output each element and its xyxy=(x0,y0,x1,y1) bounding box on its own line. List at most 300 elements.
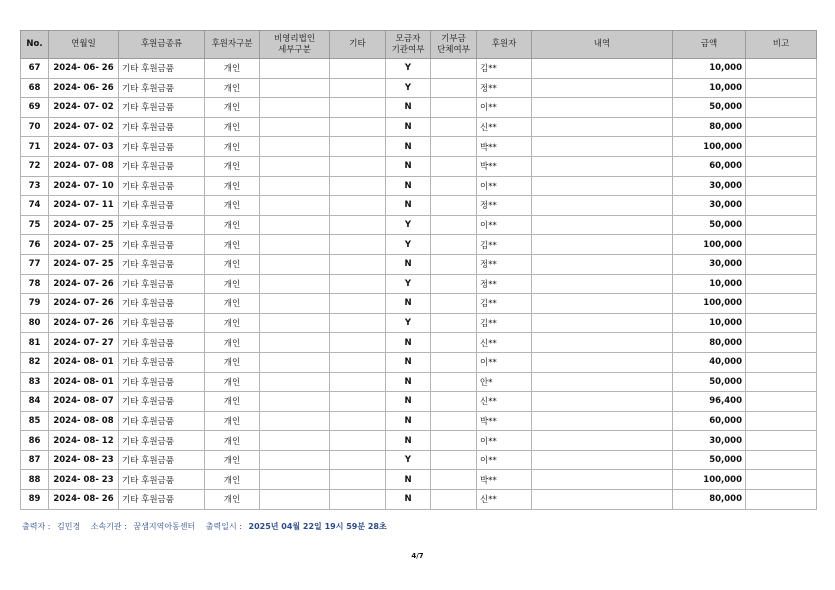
row-donor: 신** xyxy=(477,333,532,353)
row-remarks xyxy=(746,196,817,216)
row-donor-category: 개인 xyxy=(205,372,260,392)
row-donor-category: 개인 xyxy=(205,98,260,118)
row-nonprofit-subcategory xyxy=(260,274,330,294)
row-donation-group xyxy=(431,411,477,431)
row-details xyxy=(532,78,673,98)
row-details xyxy=(532,450,673,470)
row-donor: 김** xyxy=(477,235,532,255)
row-date: 2024- 07- 25 xyxy=(49,235,119,255)
table-row xyxy=(21,392,817,412)
row-no: 77 xyxy=(21,254,49,274)
table-row xyxy=(21,137,817,157)
row-date: 2024- 07- 02 xyxy=(49,98,119,118)
row-date: 2024- 07- 26 xyxy=(49,313,119,333)
row-remarks xyxy=(746,372,817,392)
row-amount: 100,000 xyxy=(673,235,746,255)
row-amount: 10,000 xyxy=(673,59,746,79)
row-donation-type: 기타 후원금품 xyxy=(119,98,205,118)
row-donation-type: 기타 후원금품 xyxy=(119,274,205,294)
row-other xyxy=(330,78,386,98)
row-fundraising-org: Y xyxy=(386,313,431,333)
row-no: 75 xyxy=(21,215,49,235)
row-date: 2024- 08- 08 xyxy=(49,411,119,431)
row-other xyxy=(330,294,386,314)
row-details xyxy=(532,352,673,372)
row-donation-group xyxy=(431,333,477,353)
row-nonprofit-subcategory xyxy=(260,235,330,255)
row-donation-group xyxy=(431,59,477,79)
row-donor: 안* xyxy=(477,372,532,392)
row-donation-group xyxy=(431,431,477,451)
row-remarks xyxy=(746,235,817,255)
row-date: 2024- 07- 26 xyxy=(49,294,119,314)
row-donor-category: 개인 xyxy=(205,470,260,490)
header-fundraising-org xyxy=(386,31,431,59)
row-donor: 박** xyxy=(477,137,532,157)
row-donor: 정** xyxy=(477,196,532,216)
row-donation-group xyxy=(431,235,477,255)
row-other xyxy=(330,98,386,118)
row-details xyxy=(532,372,673,392)
row-other xyxy=(330,470,386,490)
row-amount: 50,000 xyxy=(673,215,746,235)
table-row xyxy=(21,470,817,490)
row-remarks xyxy=(746,313,817,333)
row-no: 79 xyxy=(21,294,49,314)
table-row xyxy=(21,431,817,451)
row-details xyxy=(532,215,673,235)
row-no: 69 xyxy=(21,98,49,118)
row-donation-group xyxy=(431,78,477,98)
row-fundraising-org: N xyxy=(386,254,431,274)
row-nonprofit-subcategory xyxy=(260,392,330,412)
row-date: 2024- 08- 12 xyxy=(49,431,119,451)
row-date: 2024- 07- 03 xyxy=(49,137,119,157)
table-row xyxy=(21,196,817,216)
page-number: 4/7 xyxy=(411,552,424,560)
row-amount: 100,000 xyxy=(673,294,746,314)
row-date: 2024- 06- 26 xyxy=(49,59,119,79)
header-donor: 후원자 xyxy=(477,31,532,59)
row-donation-type: 기타 후원금품 xyxy=(119,254,205,274)
row-other xyxy=(330,235,386,255)
row-donor-category: 개인 xyxy=(205,137,260,157)
row-other xyxy=(330,490,386,510)
header-remarks: 비고 xyxy=(746,31,817,59)
row-no: 68 xyxy=(21,78,49,98)
row-details xyxy=(532,490,673,510)
row-details xyxy=(532,176,673,196)
row-remarks xyxy=(746,392,817,412)
row-donor-category: 개인 xyxy=(205,235,260,255)
row-donation-type: 기타 후원금품 xyxy=(119,215,205,235)
table-row xyxy=(21,156,817,176)
row-nonprofit-subcategory xyxy=(260,294,330,314)
print-info-footer xyxy=(22,521,395,532)
row-donor: 박** xyxy=(477,156,532,176)
printer-label: 출력자 : xyxy=(22,522,51,531)
row-donor-category: 개인 xyxy=(205,411,260,431)
row-donor-category: 개인 xyxy=(205,333,260,353)
row-details xyxy=(532,294,673,314)
row-donation-group xyxy=(431,98,477,118)
row-fundraising-org: Y xyxy=(386,235,431,255)
row-details xyxy=(532,470,673,490)
row-donation-type: 기타 후원금품 xyxy=(119,431,205,451)
row-details xyxy=(532,411,673,431)
row-amount: 30,000 xyxy=(673,431,746,451)
row-fundraising-org: Y xyxy=(386,450,431,470)
row-nonprofit-subcategory xyxy=(260,411,330,431)
row-nonprofit-subcategory xyxy=(260,98,330,118)
row-donation-group xyxy=(431,450,477,470)
row-date: 2024- 06- 26 xyxy=(49,78,119,98)
row-details xyxy=(532,392,673,412)
row-other xyxy=(330,117,386,137)
table-row xyxy=(21,490,817,510)
row-donor: 신** xyxy=(477,117,532,137)
row-donation-group xyxy=(431,372,477,392)
row-date: 2024- 07- 27 xyxy=(49,333,119,353)
row-donor-category: 개인 xyxy=(205,490,260,510)
row-date: 2024- 07- 25 xyxy=(49,215,119,235)
table-row xyxy=(21,78,817,98)
row-no: 83 xyxy=(21,372,49,392)
row-fundraising-org: N xyxy=(386,392,431,412)
row-donation-group xyxy=(431,490,477,510)
row-donor: 이** xyxy=(477,98,532,118)
row-amount: 80,000 xyxy=(673,490,746,510)
row-amount: 80,000 xyxy=(673,333,746,353)
row-amount: 60,000 xyxy=(673,411,746,431)
table-row xyxy=(21,117,817,137)
organization-label: 소속기관 : xyxy=(90,522,127,531)
row-date: 2024- 08- 07 xyxy=(49,392,119,412)
row-nonprofit-subcategory xyxy=(260,352,330,372)
row-no: 76 xyxy=(21,235,49,255)
row-donor-category: 개인 xyxy=(205,215,260,235)
row-donation-type: 기타 후원금품 xyxy=(119,294,205,314)
row-donation-type: 기타 후원금품 xyxy=(119,156,205,176)
row-details xyxy=(532,235,673,255)
row-donor: 정** xyxy=(477,78,532,98)
row-details xyxy=(532,313,673,333)
row-donation-group xyxy=(431,215,477,235)
row-nonprofit-subcategory xyxy=(260,490,330,510)
row-remarks xyxy=(746,137,817,157)
row-donor-category: 개인 xyxy=(205,313,260,333)
row-nonprofit-subcategory xyxy=(260,215,330,235)
row-amount: 40,000 xyxy=(673,352,746,372)
row-donor-category: 개인 xyxy=(205,176,260,196)
row-fundraising-org: Y xyxy=(386,274,431,294)
row-amount: 100,000 xyxy=(673,470,746,490)
row-fundraising-org: N xyxy=(386,294,431,314)
row-date: 2024- 07- 25 xyxy=(49,254,119,274)
row-other xyxy=(330,59,386,79)
row-remarks xyxy=(746,98,817,118)
row-details xyxy=(532,431,673,451)
row-amount: 60,000 xyxy=(673,156,746,176)
row-nonprofit-subcategory xyxy=(260,450,330,470)
row-fundraising-org: N xyxy=(386,490,431,510)
header-fundraising-line2: 기관여부 xyxy=(391,44,425,55)
row-nonprofit-subcategory xyxy=(260,313,330,333)
row-details xyxy=(532,254,673,274)
row-fundraising-org: Y xyxy=(386,78,431,98)
row-donor: 이** xyxy=(477,352,532,372)
row-donation-group xyxy=(431,392,477,412)
row-donation-group xyxy=(431,274,477,294)
header-fundraising-line1: 모금자 xyxy=(395,33,421,44)
row-donation-group xyxy=(431,352,477,372)
row-nonprofit-subcategory xyxy=(260,196,330,216)
row-donation-type: 기타 후원금품 xyxy=(119,78,205,98)
row-donation-type: 기타 후원금품 xyxy=(119,490,205,510)
row-remarks xyxy=(746,156,817,176)
row-no: 82 xyxy=(21,352,49,372)
row-donor-category: 개인 xyxy=(205,254,260,274)
row-donor: 김** xyxy=(477,294,532,314)
row-donor: 이** xyxy=(477,450,532,470)
row-donor-category: 개인 xyxy=(205,274,260,294)
row-donation-type: 기타 후원금품 xyxy=(119,59,205,79)
row-nonprofit-subcategory xyxy=(260,333,330,353)
row-donor-category: 개인 xyxy=(205,156,260,176)
row-no: 86 xyxy=(21,431,49,451)
row-date: 2024- 08- 23 xyxy=(49,470,119,490)
row-remarks xyxy=(746,254,817,274)
header-other: 기타 xyxy=(330,31,386,59)
row-fundraising-org: N xyxy=(386,411,431,431)
print-time-label: 출력일시 : xyxy=(205,522,242,531)
row-donation-type: 기타 후원금품 xyxy=(119,196,205,216)
row-other xyxy=(330,372,386,392)
row-donation-group xyxy=(431,196,477,216)
row-other xyxy=(330,274,386,294)
row-amount: 50,000 xyxy=(673,98,746,118)
header-donation-group xyxy=(431,31,477,59)
printer-name: 김민경 xyxy=(56,522,81,531)
row-donation-type: 기타 후원금품 xyxy=(119,450,205,470)
row-amount: 10,000 xyxy=(673,313,746,333)
row-other xyxy=(330,333,386,353)
table-row xyxy=(21,411,817,431)
row-no: 67 xyxy=(21,59,49,79)
row-donor: 김** xyxy=(477,313,532,333)
donation-ledger-table xyxy=(20,30,817,510)
header-date: 연월일 xyxy=(49,31,119,59)
header-nonprofit-line2: 세부구분 xyxy=(278,44,311,55)
row-remarks xyxy=(746,294,817,314)
row-date: 2024- 08- 26 xyxy=(49,490,119,510)
row-remarks xyxy=(746,411,817,431)
row-details xyxy=(532,98,673,118)
row-no: 78 xyxy=(21,274,49,294)
row-amount: 96,400 xyxy=(673,392,746,412)
table-row xyxy=(21,294,817,314)
row-fundraising-org: N xyxy=(386,196,431,216)
row-remarks xyxy=(746,59,817,79)
table-row xyxy=(21,333,817,353)
row-other xyxy=(330,352,386,372)
row-donation-type: 기타 후원금품 xyxy=(119,372,205,392)
row-fundraising-org: N xyxy=(386,470,431,490)
row-amount: 30,000 xyxy=(673,176,746,196)
row-nonprofit-subcategory xyxy=(260,372,330,392)
row-remarks xyxy=(746,352,817,372)
header-nonprofit-subcategory xyxy=(260,31,330,59)
header-no: No. xyxy=(21,31,49,59)
row-amount: 50,000 xyxy=(673,450,746,470)
row-donor-category: 개인 xyxy=(205,392,260,412)
row-donor: 신** xyxy=(477,490,532,510)
row-donor: 정** xyxy=(477,254,532,274)
row-other xyxy=(330,215,386,235)
row-donation-type: 기타 후원금품 xyxy=(119,235,205,255)
table-row xyxy=(21,176,817,196)
row-no: 89 xyxy=(21,490,49,510)
row-donation-type: 기타 후원금품 xyxy=(119,313,205,333)
row-date: 2024- 08- 01 xyxy=(49,372,119,392)
row-donation-type: 기타 후원금품 xyxy=(119,333,205,353)
row-nonprofit-subcategory xyxy=(260,431,330,451)
row-amount: 10,000 xyxy=(673,274,746,294)
row-other xyxy=(330,450,386,470)
table-row xyxy=(21,313,817,333)
row-donor-category: 개인 xyxy=(205,196,260,216)
row-details xyxy=(532,117,673,137)
row-fundraising-org: N xyxy=(386,117,431,137)
print-time-value: 2025년 04월 22일 19시 59분 28초 xyxy=(248,522,387,531)
row-no: 74 xyxy=(21,196,49,216)
table-row xyxy=(21,372,817,392)
row-fundraising-org: N xyxy=(386,98,431,118)
row-donor: 박** xyxy=(477,470,532,490)
row-date: 2024- 07- 11 xyxy=(49,196,119,216)
row-no: 71 xyxy=(21,137,49,157)
table-row xyxy=(21,98,817,118)
row-fundraising-org: N xyxy=(386,137,431,157)
row-details xyxy=(532,333,673,353)
row-donor-category: 개인 xyxy=(205,450,260,470)
table-row xyxy=(21,215,817,235)
row-remarks xyxy=(746,117,817,137)
row-details xyxy=(532,137,673,157)
row-donation-type: 기타 후원금품 xyxy=(119,392,205,412)
header-nonprofit-line1: 비영리법인 xyxy=(273,33,316,44)
row-remarks xyxy=(746,78,817,98)
table-row xyxy=(21,59,817,79)
row-other xyxy=(330,156,386,176)
header-amount: 금액 xyxy=(673,31,746,59)
row-nonprofit-subcategory xyxy=(260,59,330,79)
row-other xyxy=(330,176,386,196)
header-donor-category: 후원자구분 xyxy=(205,31,260,59)
row-date: 2024- 07- 02 xyxy=(49,117,119,137)
row-nonprofit-subcategory xyxy=(260,176,330,196)
row-remarks xyxy=(746,333,817,353)
row-donation-type: 기타 후원금품 xyxy=(119,137,205,157)
row-nonprofit-subcategory xyxy=(260,117,330,137)
row-no: 80 xyxy=(21,313,49,333)
table-row xyxy=(21,352,817,372)
row-donation-group xyxy=(431,176,477,196)
row-fundraising-org: N xyxy=(386,156,431,176)
row-date: 2024- 08- 23 xyxy=(49,450,119,470)
row-donor-category: 개인 xyxy=(205,78,260,98)
row-remarks xyxy=(746,470,817,490)
row-no: 70 xyxy=(21,117,49,137)
row-no: 88 xyxy=(21,470,49,490)
row-amount: 100,000 xyxy=(673,137,746,157)
row-donor: 김** xyxy=(477,59,532,79)
row-date: 2024- 07- 26 xyxy=(49,274,119,294)
row-amount: 30,000 xyxy=(673,254,746,274)
row-remarks xyxy=(746,431,817,451)
table-row xyxy=(21,254,817,274)
row-donor: 박** xyxy=(477,411,532,431)
row-no: 84 xyxy=(21,392,49,412)
row-amount: 50,000 xyxy=(673,372,746,392)
row-donor-category: 개인 xyxy=(205,431,260,451)
row-other xyxy=(330,137,386,157)
row-details xyxy=(532,196,673,216)
organization-name: 꿈샘지역아동센터 xyxy=(133,522,196,531)
row-donor: 이** xyxy=(477,215,532,235)
row-donation-group xyxy=(431,156,477,176)
row-donation-group xyxy=(431,313,477,333)
table-row xyxy=(21,450,817,470)
row-donor-category: 개인 xyxy=(205,352,260,372)
row-no: 85 xyxy=(21,411,49,431)
row-donor-category: 개인 xyxy=(205,294,260,314)
row-other xyxy=(330,313,386,333)
row-other xyxy=(330,431,386,451)
row-date: 2024- 07- 08 xyxy=(49,156,119,176)
row-donor: 정** xyxy=(477,274,532,294)
row-date: 2024- 07- 10 xyxy=(49,176,119,196)
row-donor-category: 개인 xyxy=(205,117,260,137)
row-remarks xyxy=(746,215,817,235)
row-no: 87 xyxy=(21,450,49,470)
row-fundraising-org: N xyxy=(386,176,431,196)
row-donation-type: 기타 후원금품 xyxy=(119,117,205,137)
header-group-line1: 기부금 xyxy=(441,33,466,44)
row-donation-group xyxy=(431,137,477,157)
row-donation-group xyxy=(431,294,477,314)
table-body xyxy=(21,59,817,510)
row-nonprofit-subcategory xyxy=(260,470,330,490)
row-remarks xyxy=(746,450,817,470)
table-header-row xyxy=(21,31,817,59)
row-donation-type: 기타 후원금품 xyxy=(119,411,205,431)
row-amount: 80,000 xyxy=(673,117,746,137)
header-group-line2: 단체여부 xyxy=(437,44,470,55)
row-fundraising-org: N xyxy=(386,431,431,451)
row-details xyxy=(532,274,673,294)
row-fundraising-org: Y xyxy=(386,59,431,79)
row-amount: 30,000 xyxy=(673,196,746,216)
row-nonprofit-subcategory xyxy=(260,254,330,274)
row-other xyxy=(330,254,386,274)
row-no: 73 xyxy=(21,176,49,196)
row-donor: 이** xyxy=(477,431,532,451)
row-donation-type: 기타 후원금품 xyxy=(119,176,205,196)
row-date: 2024- 08- 01 xyxy=(49,352,119,372)
row-donation-group xyxy=(431,470,477,490)
row-other xyxy=(330,392,386,412)
